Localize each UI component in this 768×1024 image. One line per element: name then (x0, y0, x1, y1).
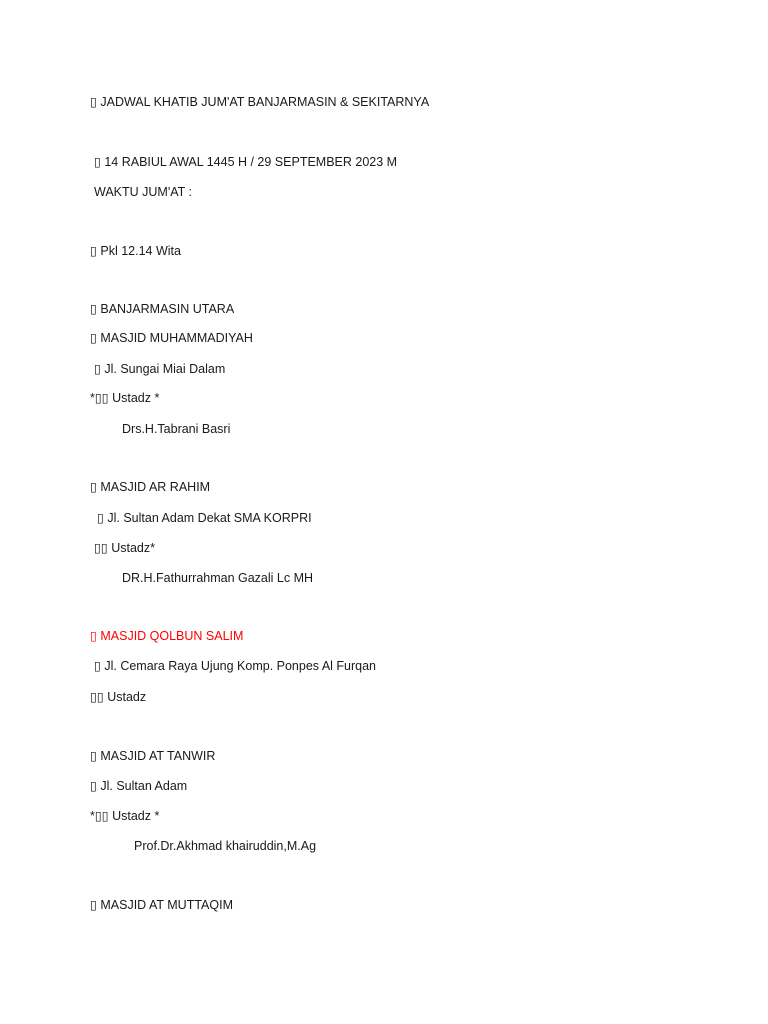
mosque-address: ▯ Jl. Sultan Adam Dekat SMA KORPRI (97, 511, 312, 525)
region-heading: ▯ BANJARMASIN UTARA (90, 302, 235, 316)
mosque-name: ▯ MASJID AR RAHIM (90, 480, 211, 494)
ustadz-label: *▯▯ Ustadz * (90, 809, 160, 823)
mosque-address: ▯ Jl. Sungai Miai Dalam (94, 362, 226, 376)
khatib-name: Drs.H.Tabrani Basri (122, 422, 231, 436)
khatib-name: DR.H.Fathurrahman Gazali Lc MH (122, 571, 314, 585)
mosque-name: ▯ MASJID MUHAMMADIYAH (90, 331, 253, 345)
mosque-name-highlighted: ▯ MASJID QOLBUN SALIM (90, 629, 244, 643)
time-line: ▯ Pkl 12.14 Wita (90, 244, 181, 258)
khatib-name: Prof.Dr.Akhmad khairuddin,M.Ag (134, 839, 317, 853)
mosque-name: ▯ MASJID AT MUTTAQIM (90, 898, 233, 912)
mosque-address: ▯ Jl. Cemara Raya Ujung Komp. Ponpes Al Furqan (94, 659, 377, 673)
date-line: ▯ 14 RABIUL AWAL 1445 H / 29 SEPTEMBER 2023 M (94, 155, 398, 169)
document-title: ▯ JADWAL KHATIB JUM'AT BANJARMASIN & SEKITARNYA (90, 95, 430, 109)
ustadz-label: ▯▯ Ustadz (90, 690, 147, 704)
waktu-label: WAKTU JUM'AT : (94, 185, 192, 199)
mosque-address: ▯ Jl. Sultan Adam (90, 779, 188, 793)
ustadz-label: *▯▯ Ustadz * (90, 391, 160, 405)
mosque-name: ▯ MASJID AT TANWIR (90, 749, 216, 763)
ustadz-label: ▯▯ Ustadz* (94, 541, 155, 555)
